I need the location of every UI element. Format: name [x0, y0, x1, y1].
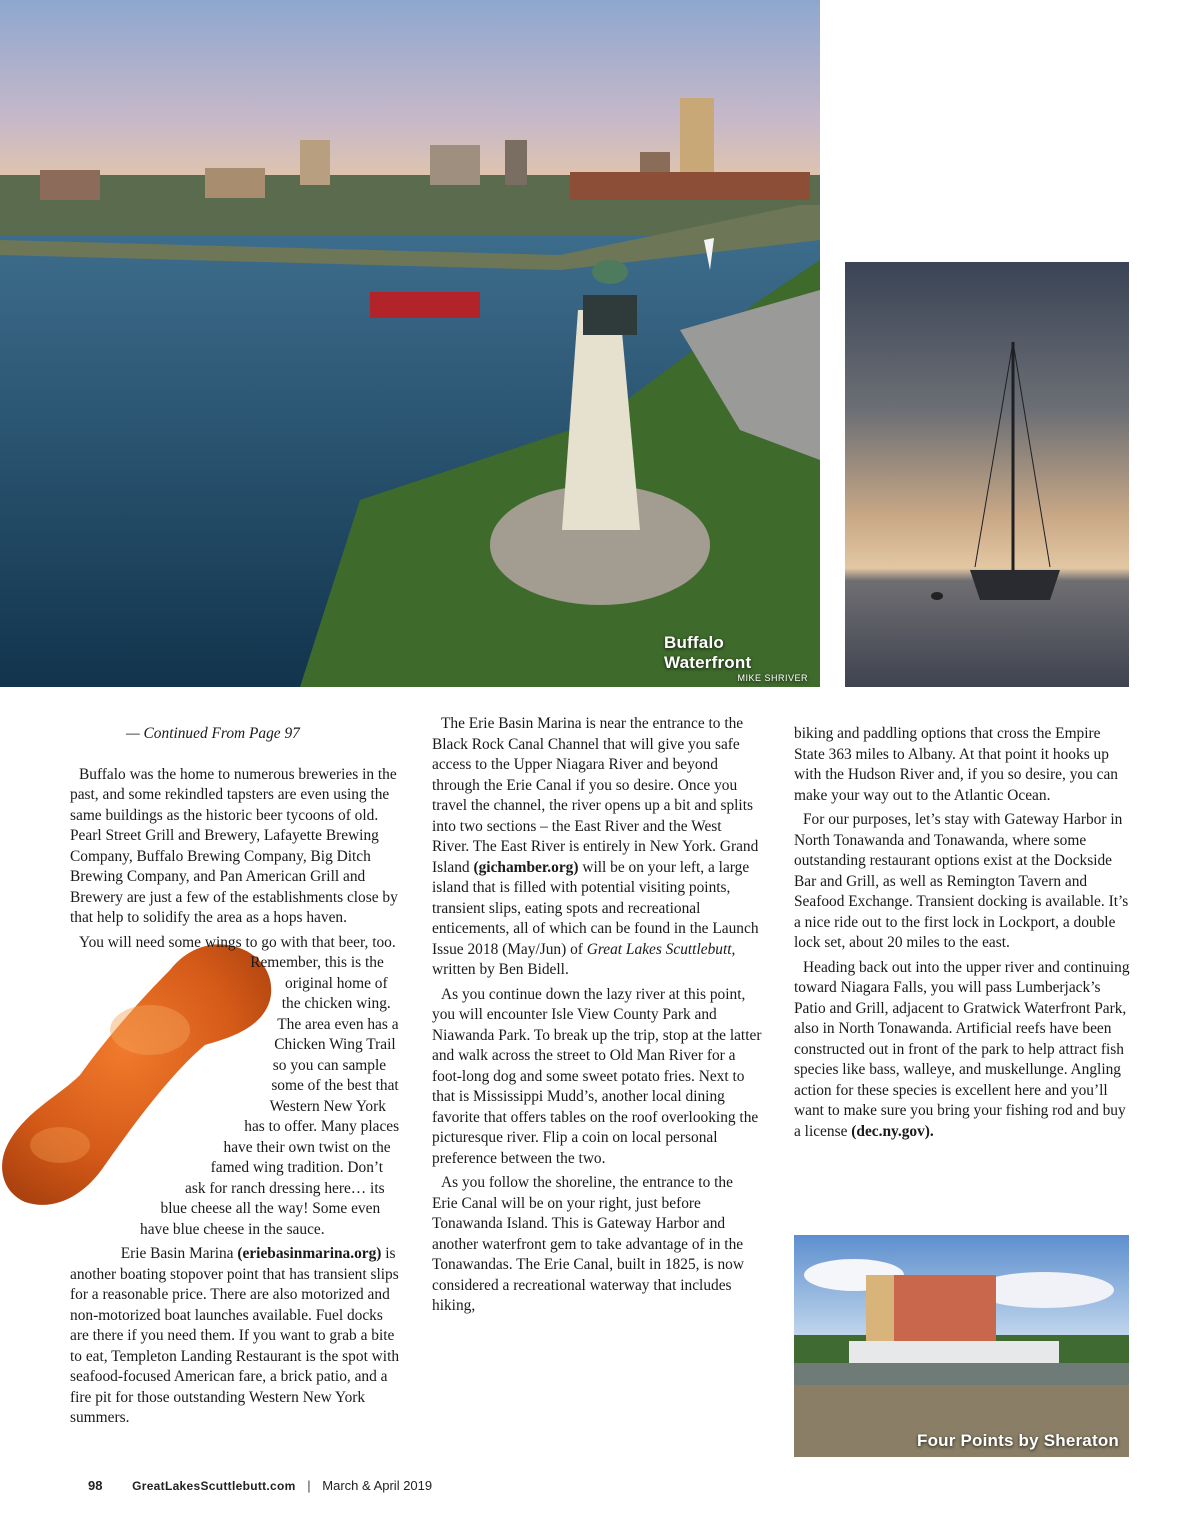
sailboat-photo — [845, 262, 1129, 687]
hotel-photo — [794, 1235, 1129, 1457]
article-column-1 — [70, 724, 404, 1433]
footer-separator: | — [307, 1478, 311, 1493]
paragraph-black-rock: The Erie Basin Marina is near the entrance to the Black Rock Canal Channel that will give you safe access to the Upper Niagara River and beyond through the Erie Canal if you so desire. Once you travel the channel, the river opens up a bit and splits into two sections – the East River and the West River. The East River is entirely in New York. Grand Island (gichamber.org) will be on your left, a large island that is filled with potential visiting points, transient slips, eating spots and recreational enticements, all of which can be found in the Launch Issue 2018 (May/Jun) of Great Lakes Scuttlebutt, written by Ben Bidell. — [432, 715, 759, 978]
continued-note: — Continued From Page 97 — [126, 725, 300, 742]
paragraph-shoreline: As you follow the shoreline, the entrance to the Erie Canal will be on your right, just before Tonawanda Island. This is Gateway Harbor and another waterfront gem to take advantage of in the Tonawandas. The Erie Canal, built in 1825, is now considered a recreational waterway that includes hiking, — [432, 1174, 744, 1314]
paragraph-our-purposes: For our purposes, let’s stay with Gateway Harbor in North Tonawanda and Tonawanda, where some outstanding restaurant options exist at the Dockside Bar and Grill, as well as Remington Tavern and Seafood Exchange. Transient docking is available. It’s a nice ride out to the first lock in Lockport, a double lock set, about 20 miles to the east. — [794, 811, 1129, 951]
buffalo-waterfront-photo — [0, 0, 820, 687]
article-column-2 — [432, 715, 762, 1321]
site-name[interactable]: GreatLakesScuttlebutt.com — [132, 1479, 296, 1493]
page-number: 98 — [88, 1478, 103, 1493]
paragraph-heading-back: Heading back out into the upper river and continuing toward Niagara Falls, you will pass Lumberjack’s Patio and Grill, adjacent to Gratwick Waterfront Park, also in North Tonawanda. Artificial reefs have been constructed out in front of the park to help attract fish species like bass, walleye, and muskellunge. Angling action for these species is excellent here and you’ll want to make sure you bring your fishing rod and buy a license (dec.ny.gov). — [794, 958, 1130, 1140]
hotel-caption: Four Points by Sheraton — [916, 1431, 1119, 1450]
paragraph-shoreline-continued: biking and paddling options that cross the Empire State 363 miles to Albany. At that point it hooks up with the Hudson River and, if you so desire, you can make your way out to the Atlantic Ocean. — [794, 725, 1118, 804]
page-footer — [88, 1478, 432, 1493]
paragraph-wings: You will need some wings to go with that beer, too. Remember, this is the original home of the chicken wing. The area even has a Chicken Wing Trail so you can sample some of the best that Western New York has to offer. Many places have their own twist on the famed wing tradition. Don’t ask for ranch dressing here… its blue cheese all the way! Some even have blue cheese in the sauce. — [79, 933, 400, 1238]
photo-credit: MIKE SHRIVER — [737, 673, 808, 683]
paragraph-erie-marina: Erie Basin Marina (eriebasinmarina.org) is another boating stopover point that has transient slips for a reasonable price. There are also motorized and non-motorized boat launches available. Fuel docks are there if you need them. If you want to grab a bite to eat, Templeton Landing Restaurant is the spot with seafood-focused American fare, a brick patio, and a fire pit for those outstanding Western New York summers. — [70, 1245, 400, 1426]
issue-date: March & April 2019 — [322, 1478, 433, 1493]
gichamber-link[interactable]: (gichamber.org) — [473, 858, 579, 876]
paragraph-breweries: Buffalo was the home to numerous breweries in the past, and some rekindled tapsters are even using the same buildings as the historic beer tycoons of old. Pearl Street Grill and Brewery, Lafayette Brewing Company, Buffalo Brewing Company, Big Ditch Brewing Company, and Pan American Grill and Brewery are just a few of the establishments close by that help to solidify the area as a hops haven. — [70, 765, 398, 926]
article-column-3 — [794, 724, 1130, 1146]
photo-caption-title: Buffalo Waterfront — [664, 633, 752, 672]
dec-link[interactable]: (dec.ny.gov). — [851, 1122, 934, 1140]
erie-marina-link[interactable]: (eriebasinmarina.org) — [237, 1245, 382, 1262]
paragraph-lazy-river: As you continue down the lazy river at this point, you will encounter Isle View County Park and Niawanda Park. To break up the trip, stop at the latter and walk across the street to Old Man River for a foot-long dog and some sweet potato fries. Next to that is Mississippi Mudd’s, another local dining favorite that offers tables on the roof overlooking the picturesque river. Flip a coin on local personal preference between the two. — [432, 985, 762, 1167]
